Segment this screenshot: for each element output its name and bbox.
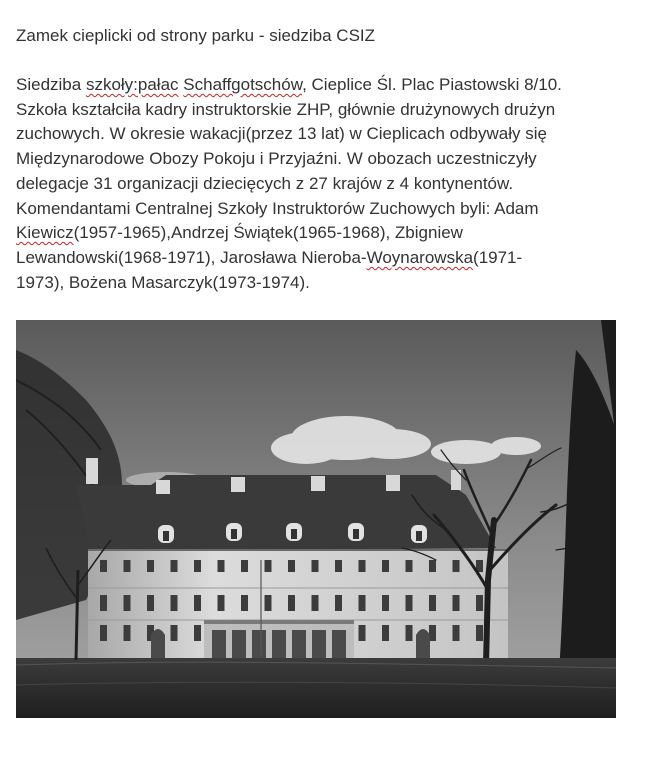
- facade-window: [406, 595, 413, 611]
- facade-window: [453, 595, 460, 611]
- facade-window: [100, 560, 107, 572]
- facade-window: [100, 625, 107, 641]
- text-run: (1957-1965),Andrzej Świątek(1965-1968), Zbigniew: [73, 223, 463, 243]
- document-paragraph: [16, 73, 616, 295]
- facade-window: [124, 595, 131, 611]
- paragraph-line-6: Komendantami Centralnej Szkoły Instruktorów Zuchowych byli: Adam: [16, 198, 539, 218]
- spellcheck-word[interactable]: szkoły:pałac: [85, 75, 179, 94]
- facade-window: [218, 595, 225, 611]
- facade-window: [312, 595, 319, 611]
- facade-window: [406, 625, 413, 641]
- spellcheck-word[interactable]: Woynarowska: [366, 247, 474, 267]
- facade-window: [335, 560, 342, 572]
- ground: [16, 658, 616, 718]
- facade-window: [218, 560, 225, 572]
- facade-window: [429, 595, 436, 611]
- paragraph-line-9: 1973), Bożena Masarczyk(1973-1974).: [16, 272, 310, 292]
- paragraph-line-5: delegacje 31 organizacji dziecięcych z 27 krajów z 4 kontynentów.: [16, 173, 514, 193]
- facade-window: [476, 625, 483, 641]
- paragraph-line-2: Szkoła kształciła kadry instruktorskie ZHP, głównie drużynowych drużyn: [16, 99, 556, 119]
- facade-window: [429, 625, 436, 641]
- facade-window: [359, 625, 366, 641]
- facade-window: [100, 595, 107, 611]
- paragraph-line-4: Międzynarodowe Obozy Pokoju i Przyjaźni. W obozach uczestniczyły: [16, 149, 537, 169]
- text-run: , Cieplice Śl. Plac Piastowski 8/10.: [302, 75, 562, 94]
- facade-window: [453, 560, 460, 572]
- castle-photo: [16, 320, 616, 718]
- facade-window: [359, 560, 366, 572]
- text-run: Lewandowski(1968-1971), Jarosława Nieroba-: [16, 247, 367, 267]
- paragraph-line-3: zuchowych. W okresie wakacji(przez 13 lat) w Cieplicach odbywały się: [16, 124, 547, 144]
- facade-window: [194, 595, 201, 611]
- facade-window: [241, 595, 248, 611]
- facade-window: [124, 560, 131, 572]
- facade-window: [265, 560, 272, 572]
- facade-window: [171, 595, 178, 611]
- facade-window: [382, 595, 389, 611]
- castle-roof: [76, 475, 496, 552]
- facade-window: [171, 560, 178, 572]
- spellcheck-word[interactable]: Schaffgotschów: [183, 75, 303, 94]
- text-run: Siedziba: [16, 75, 86, 94]
- facade-window: [382, 560, 389, 572]
- text-run: (1971-: [473, 247, 523, 267]
- castle-photo-image: [16, 320, 616, 718]
- spellcheck-word[interactable]: Kiewicz: [16, 223, 74, 243]
- paragraph-line-8: [16, 246, 616, 271]
- facade-window: [406, 560, 413, 572]
- facade-window: [194, 560, 201, 572]
- facade-window: [171, 625, 178, 641]
- facade-window: [453, 625, 460, 641]
- facade-window: [265, 595, 272, 611]
- facade-window: [335, 595, 342, 611]
- facade-window: [288, 595, 295, 611]
- facade-window: [476, 595, 483, 611]
- facade-window: [288, 560, 295, 572]
- facade-window: [194, 625, 201, 641]
- paragraph-line-7: [16, 221, 616, 246]
- facade-window: [382, 625, 389, 641]
- facade-window: [429, 560, 436, 572]
- facade-window: [147, 560, 154, 572]
- facade-window: [312, 560, 319, 572]
- facade-window: [241, 560, 248, 572]
- facade-window: [124, 625, 131, 641]
- paragraph-line-1: [16, 73, 616, 98]
- facade-window: [147, 595, 154, 611]
- facade-window: [359, 595, 366, 611]
- document-title: Zamek cieplicki od strony parku - siedziba CSIZ: [16, 26, 376, 45]
